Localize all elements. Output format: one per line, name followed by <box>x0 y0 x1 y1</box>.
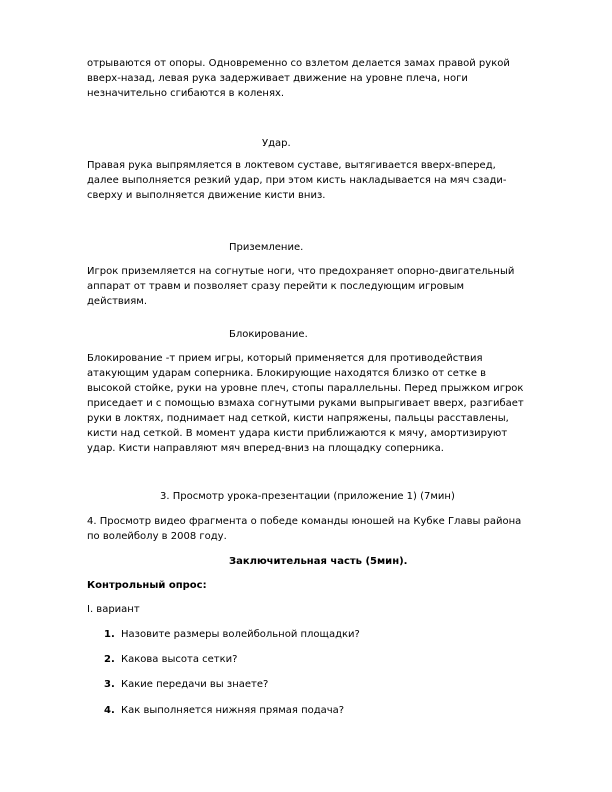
landing-paragraph: Игрок приземляется на согнутые ноги, что предохраняет опорно-двигательный аппарат от травм и позволяет сразу перейти к последующим игровым действиям. <box>87 266 515 307</box>
intro-paragraph: отрываются от опоры. Одновременно со взлетом делается замах правой рукой вверх-назад, левая рука задерживает движение на уровне плеча, ноги незначительно сгибаются в коленях. <box>87 58 510 99</box>
question-text: Как выполняется нижняя прямая подача? <box>121 705 345 716</box>
question-text: Какова высота сетки? <box>121 654 238 665</box>
question-text: Какие передачи вы знаете? <box>121 679 269 690</box>
blocking-heading: Блокирование. <box>229 329 308 340</box>
final-part-heading: Заключительная часть (5мин). <box>229 556 408 567</box>
quiz-heading: Контрольный опрос: <box>87 580 207 591</box>
strike-paragraph: Правая рука выпрямляется в локтевом суставе, вытягивается вверх-вперед, далее выполняется резкий удар, при этом кисть накладывается на мяч сзади-сверху и выполняется движение кисти вниз. <box>87 160 507 201</box>
question-item <box>104 677 268 692</box>
question-number: 1. <box>104 629 115 640</box>
question-number: 2. <box>104 654 115 665</box>
video-item: 4. Просмотр видео фрагмента о победе команды юношей на Кубке Главы района по волейболу в 2008 году. <box>87 516 522 542</box>
presentation-item: 3. Просмотр урока-презентации (приложение 1) (7мин) <box>160 491 455 502</box>
question-item <box>104 652 237 667</box>
quiz-variant: I. вариант <box>87 604 140 615</box>
question-number: 3. <box>104 679 115 690</box>
strike-heading: Удар. <box>262 138 291 149</box>
blocking-paragraph: Блокирование -т прием игры, который применяется для противодействия атакующим ударам соперника. Блокирующие находятся близко от сетке в высокой стойке, руки на уровне плеч, стопы параллельны. Перед прыжком игрок приседает и с помощью взмаха согнутыми руками выпрыгивает вверх, разгибает руки в локтях, поднимает над сеткой, кисти напряжены, пальцы расставлены, кисти над сеткой. В момент удара кисти приближаются к мячу, амортизируют удар. Кисти направляют мяч вперед-вниз на площадку соперника. <box>87 353 524 454</box>
landing-heading: Приземление. <box>229 242 304 253</box>
question-item <box>104 703 344 718</box>
question-item <box>104 627 360 642</box>
question-number: 4. <box>104 705 115 716</box>
question-text: Назовите размеры волейбольной площадки? <box>121 629 360 640</box>
